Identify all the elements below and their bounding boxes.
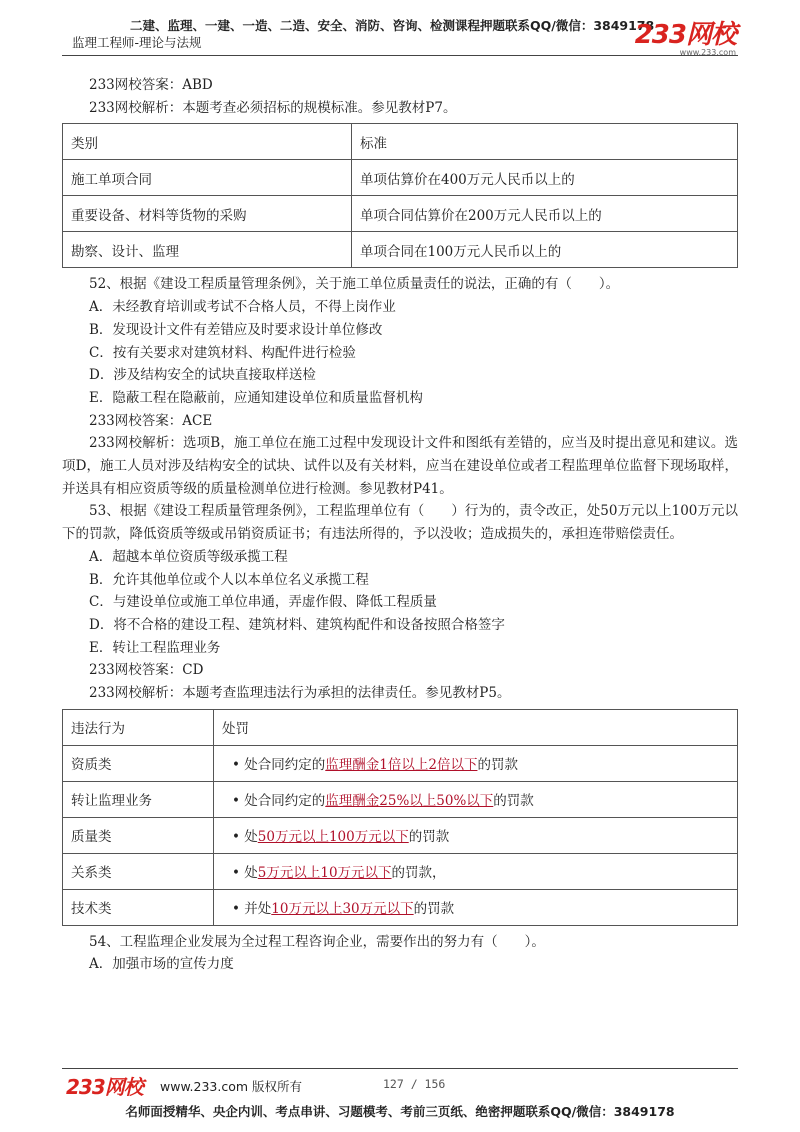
penalty-text: 处 (244, 865, 258, 882)
table-cell: 施工单项合同 (63, 160, 352, 196)
q52-option-c: C．按有关要求对建筑材料、构配件进行检验 (89, 344, 356, 361)
penalty-highlight: 5万元以上10万元以下 (257, 865, 392, 882)
footer-rule (62, 1068, 738, 1069)
penalty-highlight: 监理酬金1倍以上2倍以下 (325, 757, 478, 774)
table-header-row (63, 124, 738, 160)
table-row (63, 196, 738, 232)
q51-standards-table (62, 123, 738, 268)
q53-option-a: A．超越本单位资质等级承揽工程 (89, 548, 288, 565)
penalty-text: 的罚款 (408, 829, 450, 846)
penalty-text: 处 (244, 829, 258, 846)
footer-logo: 233网校 (66, 1075, 143, 1099)
table-row (63, 817, 738, 853)
penalty-text: 的罚款 (477, 757, 518, 774)
page-content (62, 74, 738, 976)
q52-answer: 233网校答案：ACE (89, 412, 213, 429)
table-cell: 关系类 (63, 853, 214, 889)
q54-option-a: A．加强市场的宣传力度 (89, 956, 234, 973)
table-cell: 重要设备、材料等货物的采购 (63, 196, 352, 232)
penalty-text: 的罚款 (413, 901, 455, 918)
footer-site: www.233.com 版权所有 (160, 1079, 302, 1094)
header-contact-line: 二建、监理、一建、一造、二造、安全、消防、咨询、检测课程押题联系QQ/微信：3849178 (130, 18, 655, 33)
table-cell: • 处5万元以上10万元以下的罚款， (214, 853, 738, 889)
table-cell: • 并处10万元以上30万元以下的罚款 (214, 889, 738, 925)
brand-logo-url: www.233.com (679, 48, 736, 57)
table-cell: 单项合同估算价在200万元人民币以上的 (352, 196, 738, 232)
brand-logo (635, 22, 736, 57)
q54-stem: 54、工程监理企业发展为全过程工程咨询企业，需要作出的努力有（ ）。 (89, 933, 545, 950)
penalty-text: 并处 (244, 901, 272, 918)
q52-stem: 52、根据《建设工程质量管理条例》，关于施工单位质量责任的说法，正确的有（ ）。 (89, 276, 620, 293)
q52-analysis: 233网校解析：选项B，施工单位在施工过程中发现设计文件和图纸有差错的，应当及时提出意见和建议。选项D，施工人员对涉及结构安全的试块、试件以及有关材料，应当在建设单位或者工程监理单位监督下现场取样，并送具有相应资质等级的质量检测单位进行检测。参见教材P41。 (62, 435, 738, 497)
table-row (63, 160, 738, 196)
table-cell: 资质类 (63, 745, 214, 781)
table-cell: • 处50万元以上100万元以下的罚款 (214, 817, 738, 853)
table-cell: • 处合同约定的监理酬金25%以上50%以下的罚款 (214, 781, 738, 817)
page-number: 127 / 156 (383, 1077, 446, 1091)
q53-option-e: E．转让工程监理业务 (89, 639, 221, 656)
penalty-text: 的罚款， (391, 865, 446, 882)
penalty-highlight: 10万元以上30万元以下 (271, 901, 414, 918)
table-cell: 技术类 (63, 889, 214, 925)
brand-logo-text: 233网校 (634, 20, 736, 50)
table-header-cell: 标准 (352, 124, 738, 160)
penalty-highlight: 监理酬金25%以上50%以下 (325, 793, 494, 810)
table-header-cell: 处罚 (214, 709, 738, 745)
q52-option-b: B．发现设计文件有差错应及时要求设计单位修改 (89, 321, 383, 338)
q51-analysis: 233网校解析：本题考查必须招标的规模标准。参见教材P7。 (89, 99, 457, 116)
footer-contact-line: 名师面授精华、央企内训、考点串讲、习题模考、考前三页纸、绝密押题联系QQ/微信：3849178 (125, 1104, 675, 1119)
q53-option-b: B．允许其他单位或个人以本单位名义承揽工程 (89, 571, 369, 588)
q51-answer: 233网校答案：ABD (89, 77, 213, 93)
penalty-text: 处合同约定的 (244, 793, 326, 810)
q52-option-a: A．未经教育培训或考试不合格人员，不得上岗作业 (89, 299, 396, 316)
table-header-cell: 违法行为 (63, 709, 214, 745)
header-rule (62, 55, 738, 56)
q52-option-d: D．涉及结构安全的试块直接取样送检 (89, 367, 316, 384)
q53-option-d: D．将不合格的建设工程、建筑材料、建筑构配件和设备按照合格签字 (89, 616, 505, 633)
table-cell: 转让监理业务 (63, 781, 214, 817)
table-cell: 单项合同在100万元人民币以上的 (352, 232, 738, 268)
table-row (63, 889, 738, 925)
table-cell: • 处合同约定的监理酬金1倍以上2倍以下的罚款 (214, 745, 738, 781)
table-row (63, 745, 738, 781)
penalty-highlight: 50万元以上100万元以下 (257, 829, 409, 846)
table-row (63, 781, 738, 817)
q53-answer: 233网校答案：CD (89, 662, 204, 679)
table-cell: 单项估算价在400万元人民币以上的 (352, 160, 738, 196)
q53-penalty-table (62, 709, 738, 926)
table-cell: 勘察、设计、监理 (63, 232, 352, 268)
q53-analysis: 233网校解析：本题考查监理违法行为承担的法律责任。参见教材P5。 (89, 685, 511, 702)
penalty-text: 处合同约定的 (244, 757, 326, 774)
table-row (63, 853, 738, 889)
penalty-text: 的罚款 (493, 793, 534, 810)
q52-option-e: E．隐蔽工程在隐蔽前，应通知建设单位和质量监督机构 (89, 389, 423, 406)
table-header-cell: 类别 (63, 124, 352, 160)
q53-stem: 53、根据《建设工程质量管理条例》，工程监理单位有（ ）行为的，责令改正，处50万元以上100万元以下的罚款，降低资质等级或吊销资质证书；有违法所得的，予以没收；造成损失的，承担连带赔偿责任。 (62, 503, 738, 543)
q53-option-c: C．与建设单位或施工单位串通，弄虚作假、降低工程质量 (89, 594, 437, 611)
table-header-row (63, 709, 738, 745)
header-subtitle: 监理工程师-理论与法规 (72, 35, 202, 50)
table-row (63, 232, 738, 268)
table-cell: 质量类 (63, 817, 214, 853)
